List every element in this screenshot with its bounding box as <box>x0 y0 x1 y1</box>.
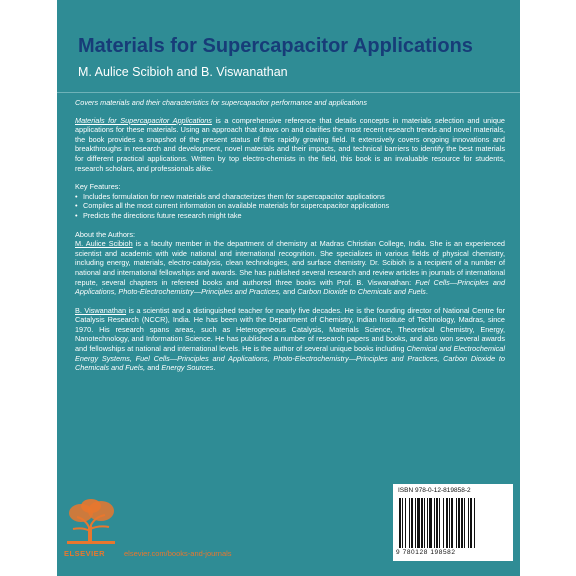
author-2-bio: is a scientist and a distinguished teacher for nearly five decades. He is the founding director of National Centre for Catalysis Research (NCCR), India. He has been with the Department of Chemistry, Indian Institute of Technology, Madras, since 1970. His research spans areas, such as Heterogeneous Catalysis, Materials Science, Theoretical Chemistry, Energy, Nanotechnology, and Information Science. He has published a number of research papers and books, and also won several awards and fellowships at national and international levels. He is the author of several unique books including <box>75 305 506 354</box>
tagline: Covers materials and their characteristics for supercapacitor performance and applications <box>75 98 368 107</box>
barcode-stripe <box>458 498 460 548</box>
barcode-stripe <box>427 498 428 548</box>
barcode-stripe <box>399 498 401 548</box>
about-author-1 <box>75 230 505 297</box>
barcode-stripe <box>451 498 453 548</box>
author-2-book-last: Energy Sources <box>161 363 214 373</box>
key-features-list <box>75 192 505 221</box>
author-2-books: Chemical and Electrochemical Energy Systems, Fuel Cells—Principles and Applications, Photo-Electrochemistry—Principles and Practices, Carbon Dioxide to Chemicals and Fuels, <box>75 344 505 373</box>
barcode-stripe <box>429 498 432 548</box>
author-2-end: . <box>213 363 216 373</box>
key-feature-item: • Compiles all the most current information on available materials for supercapacitor applications <box>75 201 505 211</box>
key-feature-item: • Includes formulation for new materials and characterizes them for supercapacitor applications <box>75 192 505 202</box>
about-heading: About the Authors: <box>75 229 136 239</box>
barcode-stripe <box>449 498 450 548</box>
book-authors: M. Aulice Scibioh and B. Viswanathan <box>78 65 288 79</box>
book-title: Materials for Supercapacitor Applications <box>78 35 473 57</box>
key-features-heading: Key Features: <box>75 182 121 192</box>
barcode-stripe <box>470 498 472 548</box>
author-1-bio: is a faculty member in the department of chemistry at Madras Christian College, India. She is an experienced scientist and academic with wide national and international recognition. She specializes in various fields of physical chemistry, including energy, materials, electro-catalysis, clean technologies, and surface chemistry. Dr. Scibioh is a recipient of a number of national and international fellowships and awards. She has published several research and review articles in journals of international repute, several chapters in refereed books and authored three books with Prof. B. Viswanathan: <box>75 239 505 287</box>
about-author-2 <box>75 306 505 373</box>
barcode-stripe <box>456 498 457 548</box>
barcode-stripe <box>439 498 440 548</box>
barcode-stripe <box>446 498 448 548</box>
back-cover <box>57 0 520 576</box>
author-2-and: and <box>145 363 162 373</box>
barcode-stripe <box>461 498 463 548</box>
barcode-stripe <box>436 498 438 548</box>
barcode-stripe <box>464 498 465 548</box>
barcode-number: 9 780128 198582 <box>396 549 456 556</box>
description <box>75 116 505 174</box>
key-feature-item: • Predicts the directions future research might take <box>75 211 505 221</box>
publisher-name: ELSEVIER <box>64 549 106 558</box>
barcode-stripe <box>468 498 469 548</box>
barcode-stripe <box>474 498 475 548</box>
barcode-stripe <box>411 498 413 548</box>
barcode-stripe <box>421 498 423 548</box>
author-1-end: . <box>425 287 428 297</box>
elsevier-tree-logo <box>65 497 117 557</box>
description-text: is a comprehensive reference that details concepts in materials selection and unique applications for these materials. Using an approach that draws on and clarifies the most recent research trends and novel materials, the book provides a snapshot of the present status of this rapidly growing field. It extensively covers ongoing innovations and breakthroughs in research and development, novel materials and their impacts, and technical barriers to identify the best materials for different practical applications. Written by top electro-chemists in the field, this book is an invaluable resource for students, research scholars, and professionals alike. <box>75 115 505 173</box>
barcode-bars <box>399 498 509 548</box>
author-1-and: and <box>281 287 298 297</box>
barcode-stripe <box>415 498 416 548</box>
author-1-name: M. Aulice Scibioh <box>75 239 133 249</box>
barcode-stripe <box>405 498 406 548</box>
isbn-label: ISBN 978-0-12-819858-2 <box>398 487 471 494</box>
publisher-website[interactable]: elsevier.com/books-and-journals <box>124 549 232 558</box>
author-1-book-last: Carbon Dioxide to Chemicals and Fuels <box>297 287 426 297</box>
barcode-stripe <box>417 498 420 548</box>
description-book-title: Materials for Supercapacitor Applications <box>75 115 212 125</box>
barcode-stripe <box>434 498 435 548</box>
barcode-stripe <box>402 498 403 548</box>
barcode-stripe <box>443 498 444 548</box>
blurb <box>75 98 505 382</box>
divider <box>57 92 520 93</box>
author-1-books: Fuel Cells—Principles and Applications, Photo-Electrochemistry—Principles and Practices, <box>75 277 506 297</box>
author-2-name: B. Viswanathan <box>75 305 127 315</box>
barcode-stripe <box>409 498 410 548</box>
barcode-stripe <box>424 498 425 548</box>
barcode <box>393 484 513 561</box>
